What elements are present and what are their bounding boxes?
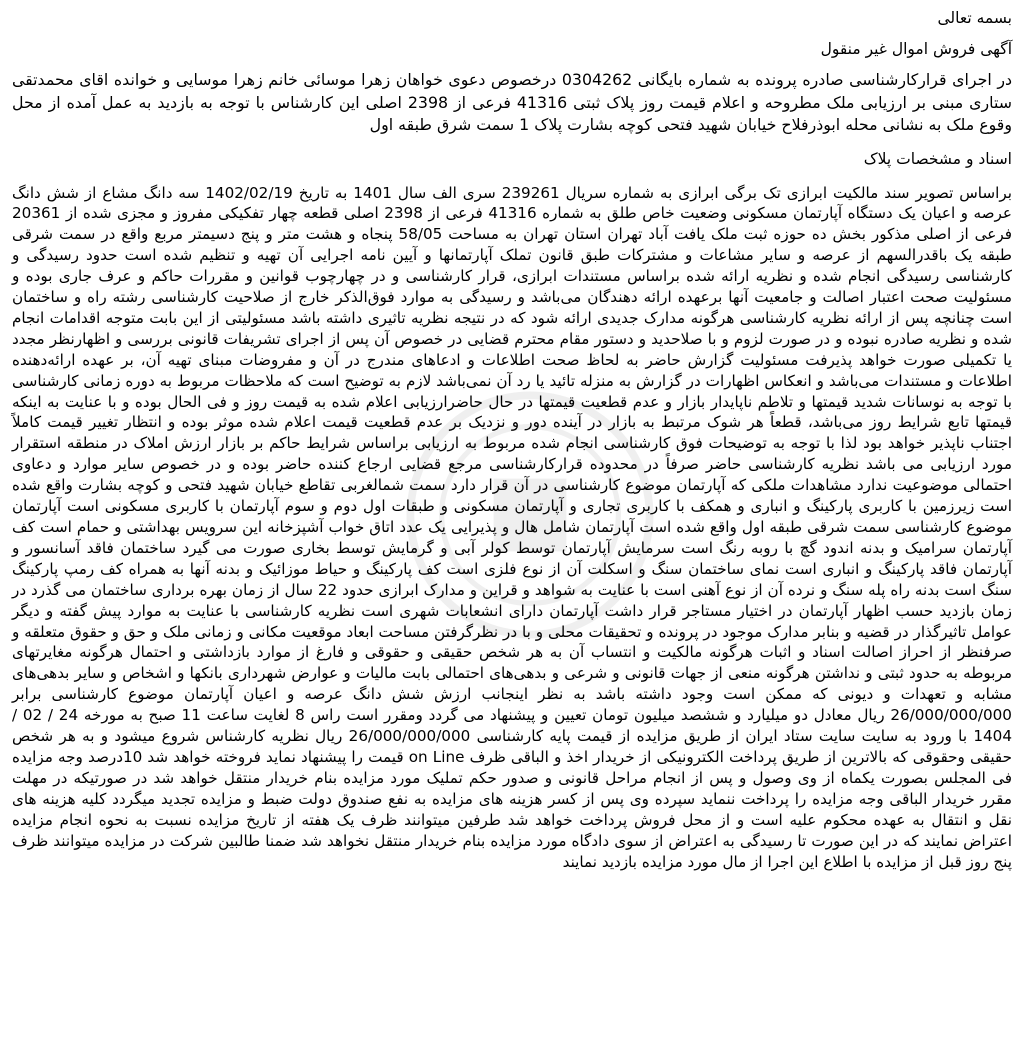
- intro-paragraph: در اجرای قرارکارشناسی صادره پرونده به شماره بایگانی 0304262 درخصوص دعوی خواهان زهرا موسائی خانم زهرا موسایی و خوانده اقای محمدتقی ستاری مبنی بر ارزیابی ملک مطروحه و اعلام قیمت روز پلاک ثبتی 41316 فرعی از 2398 اصلی این کارشناس با توجه به بازدید به عمل آمده از محل وقوع ملک به نشانی محله ابوذرفلاح خیابان شهید فتحی کوچه بشارت پلاک 1 سمت شرق طبقه اول: [12, 70, 1012, 134]
- notice-title: آگهی فروش اموال غیر منقول: [820, 40, 1012, 58]
- body-paragraph: براساس تصویر سند مالکیت ابرازی تک برگی ابرازی به شماره سریال 239261 سری الف سال 1401 به تاریخ 1402/02/19 سه دانگ مشاع از شش دانگ عرصه و اعیان یک دستگاه آپارتمان مسکونی وضعیت خاص طلق به شماره 41316 فرعی از 2398 اصلی قطعه چهار تفکیکی مفروز و مجزی شده از 20361 فرعی از اصلی مذکور بخش ده حوزه ثبت ملک یافت آباد تهران استان تهران به مساحت 58/05 پنجاه و هشت متر و پنج دسیمتر مربع واقع در سمت شرقی طبقه یک باقدرالسهم از عرصه و سایر مشاعات و مشترکات طبق قانون تملک آپارتمانها و آیین نامه اجرایی آن تهیه و تنظیم شده است حدود رسیدگی و کارشناسی رسیدگی انجام شده و نظریه ارائه شده براساس مستندات ابرازی، قرار کارشناسی و در چهارچوب قوانین و مقررات حاکم و عرف جاری بوده و مسئولیت صحت اعتبار اصالت و جامعیت آنها برعهده ارائه دهندگان می‌باشد و رسیدگی به موارد فوق‌الذکر خارج از صلاحیت کارشناسی رشته راه و ساختمان است چنانچه پس از ارائه نظریه کارشناسی هرگونه مدارک جدیدی ارائه شود که در نتیجه نظریه تاثیری داشته باشد مسئولیتی از این بابت متوجه اقدامات انجام شده و نظریه صادره نبوده و در صورت لزوم و با صلاحدید و دستور مقام محترم قضایی در خصوص آن پس از اجرای تشریفات قانونی بررسی و اظهارنظر مجدد یا تکمیلی صورت خواهد پذیرفت مسئولیت گزارش حاضر به لحاظ صحت اطلاعات و ادعاهای مندرج در آن و مفروضات مبنای تهیه آن، بر عهده ارائه‌دهنده اطلاعات و مستندات می‌باشد و انعکاس اظهارات در گزارش به منزله تائید یا رد آن نمی‌باشد لازم به توضیح است که ملاحظات مربوط به دوره زمانی کارشناسی با توجه به نوسانات شدید قیمتها و تلاطم ناپایدار بازار و عدم قطعیت قیمتها در حال حاضرارزیابی اعلام شده به قیمت روز و فی الحال بوده و با عنایت به اینکه قیمتها تابع شرایط روز می‌باشد، قطعاً هر شوک مرتبط به بازار در آینده دور و نزدیک بر عدم قطعیت قیمت اعلام شده موثر بوده و انتظار تغییر قیمت کاملاً اجتناب ناپذیر خواهد بود لذا با توجه به توضیحات فوق کارشناسی انجام شده مربوط به ارزیابی براساس شرایط حاکم بر بازار ارزش املاک در منطقه استقرار مورد ارزیابی می باشد نظریه کارشناسی حاضر صرفاً در محدوده قرارکارشناسی مرجع قضایی ارجاع کننده حاضر بوده و در خصوص سایر موارد و دعاوی احتمالی موضوعیت ندارد مشاهدات ملکی که آپارتمان موضوع کارشناسی در آن قرار دارد سمت شمالغربی تقاطع خیابان شهید فتحی و کوچه بشارت واقع شده است زیرزمین با کاربری پارکینگ و انباری و همکف با کاربری تجاری و آپارتمان مسکونی و طبقات اول دوم و سوم آپارتمان با کاربری مسکونی است آپارتمان موضوع کارشناسی سمت شرقی طبقه اول واقع شده است آپارتمان شامل هال و پذیرایی یک عدد اتاق خواب آشپزخانه این سرویس بهداشتی و حمام است کف آپارتمان سرامیک و بدنه اندود گچ با روبه رنگ است سرمایش آپارتمان توسط کولر آبی و گرمایش توسط بخاری صورت می گیرد ساختمان فاقد آسانسور و آپارتمان فاقد پارکینگ و انباری است نمای ساختمان سنگ و اسکلت آن از نوع فلزی است کف پارکینگ و حیاط موزائیک و بدنه آنها به همراه کف رمپ پارکینگ سنگ است بدنه راه پله سنگ و نرده آن از نوع آهنی است با عنایت به شواهد و قراین و مدارک ابرازی حدود 22 سال از زمان بهره برداری ساختمان می گذرد در زمان بازدید حسب اظهار آپارتمان در اختیار مستاجر قرار داشت آپارتمان دارای انشعابات شهری است نظریه کارشناسی با عنایت به موارد پیش گفته و دیگر عوامل تاثیرگذار در قضیه و بنابر مدارک موجود در پرونده و تحقیقات محلی و با در نظرگرفتن مساحت ابعاد موقعیت مکانی و زمانی ملک و حق و حقوق متعلقه و صرفنظر از احراز اصالت اسناد و اثبات هرگونه مالکیت و انتساب آن به هر شخص حقیقی و حقوقی و فارغ از موارد بازداشتی و احتمال هرگونه مغایرتهای مربوطه به حدود ثبتی و نداشتن هرگونه منعی از جهات قانونی و شرعی و بدهی‌های احتمالی بابت مالیات و عوارض شهرداری بانکها و اشخاص و سایر بدهی‌های مشابه و تعهدات و دیونی که ممکن است وجود داشته باشد به نظر اینجانب ارزش شش دانگ عرصه و اعیان آپارتمان موضوع کارشناسی برابر 26/000/000/000 ریال معادل دو میلیارد و ششصد میلیون تومان تعیین و پیشنهاد می گردد ومقرر است راس 8 لغایت ساعت 11 صبح به مورخه 24 / 02 / 1404 با ورود به سایت سایت ستاد ایران از طریق مزایده از قیمت پایه کارشناسی 26/000/000/000 ریال نظریه کارشناس شروع میشود و به هر شخص حقیقی وحقوقی که بالاترین از طریق پرداخت الکترونیکی از خریدار اخذ و الباقی ظرف on Line قیمت را پیشنهاد نماید فروخته خواهد شد 10درصد وجه مزایده فی المجلس بصورت یکماه از وی وصول و پس از انجام مراحل قانونی و صدور حکم تملیک مورد مزایده بنام خریدار منتقل خواهد شد در صورتیکه در مهلت مقرر خریدار الباقی وجه مزایده را پرداخت ننماید سپرده وی پس از کسر هزینه های مزایده به نفع صندوق دولت ضبط و مزایده تجدید میگردد کلیه هزینه های نقل و انتقال به عهده محکوم علیه است و از محل فروش پرداخت خواهد شد طرفین میتوانند ظرف یک هفته از تاریخ مزایده نسبت به نحوه انجام مزایده اعتراض نمایند که در این صورت تا رسیدگی به اعتراض از سوی دادگاه مورد مزایده بنام خریدار منتقل نخواهد شد ضمنا طالبین شرکت در مزایده میتوانند ظرف پنج روز قبل از مزایده با اطلاع این اجرا از مال مورد مزایده بازدید نمایند: [12, 183, 1012, 871]
- basmala-heading: بسمه تعالی: [937, 9, 1012, 27]
- section-title: اسناد و مشخصات پلاک: [863, 149, 1012, 168]
